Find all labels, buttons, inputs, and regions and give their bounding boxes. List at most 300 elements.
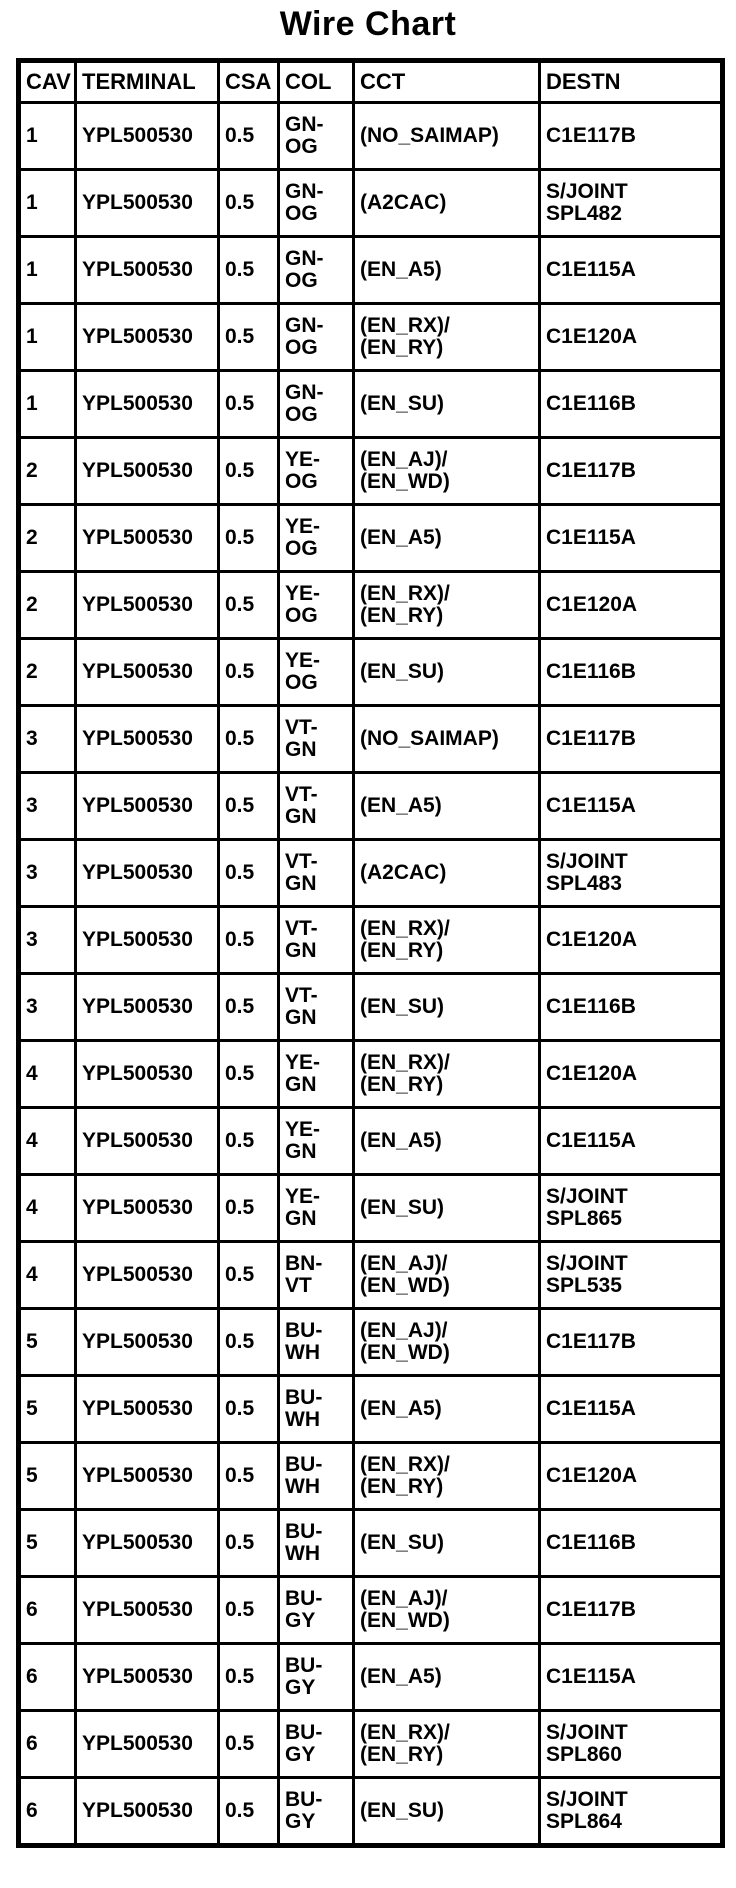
cell-terminal-text: YPL500530 xyxy=(82,1196,193,1219)
cell-csa xyxy=(219,572,279,639)
cell-cct-text: (EN_A5) xyxy=(360,526,442,549)
cell-col xyxy=(279,706,354,773)
cell-cav xyxy=(19,170,76,237)
cell-csa-text: 0.5 xyxy=(225,1129,255,1152)
cell-cav-text: 4 xyxy=(26,1263,38,1286)
cell-destn xyxy=(540,438,723,505)
cell-csa xyxy=(219,237,279,304)
cell-destn-text: C1E117B xyxy=(546,1330,636,1353)
column-header-destn: DESTN xyxy=(540,61,723,103)
cell-csa xyxy=(219,438,279,505)
cell-col-text: BU- GY xyxy=(285,1654,323,1699)
cell-cct xyxy=(354,1041,540,1108)
cell-col xyxy=(279,1510,354,1577)
cell-cct-text: (EN_SU) xyxy=(360,1799,445,1822)
cell-cav xyxy=(19,639,76,706)
cell-csa xyxy=(219,1242,279,1309)
cell-col xyxy=(279,1778,354,1846)
cell-col xyxy=(279,103,354,170)
column-header-csa: CSA xyxy=(219,61,279,103)
cell-cct-text: (EN_AJ)/ (EN_WD) xyxy=(360,448,450,493)
table-row xyxy=(19,1778,723,1846)
cell-cct-text: (EN_A5) xyxy=(360,1397,442,1420)
cell-csa-text: 0.5 xyxy=(225,660,255,683)
table-row xyxy=(19,773,723,840)
cell-cct xyxy=(354,1175,540,1242)
cell-cav-text: 2 xyxy=(26,526,38,549)
cell-terminal xyxy=(76,1309,219,1376)
cell-cct xyxy=(354,1510,540,1577)
cell-destn-text: C1E117B xyxy=(546,459,636,482)
cell-terminal xyxy=(76,371,219,438)
cell-cct-text: (A2CAC) xyxy=(360,861,447,884)
table-row xyxy=(19,1041,723,1108)
cell-cct-text: (A2CAC) xyxy=(360,191,447,214)
cell-terminal-text: YPL500530 xyxy=(82,325,193,348)
cell-cct xyxy=(354,1577,540,1644)
cell-terminal-text: YPL500530 xyxy=(82,1732,193,1755)
cell-csa xyxy=(219,1778,279,1846)
cell-col xyxy=(279,773,354,840)
cell-csa xyxy=(219,840,279,907)
cell-destn xyxy=(540,371,723,438)
cell-col-text: BU- WH xyxy=(285,1319,323,1364)
cell-cct xyxy=(354,572,540,639)
cell-cct-text: (EN_AJ)/ (EN_WD) xyxy=(360,1319,450,1364)
cell-cav-text: 2 xyxy=(26,660,38,683)
cell-cct xyxy=(354,505,540,572)
cell-csa-text: 0.5 xyxy=(225,1732,255,1755)
cell-terminal-text: YPL500530 xyxy=(82,727,193,750)
table-row xyxy=(19,304,723,371)
cell-cct-text: (EN_A5) xyxy=(360,1665,442,1688)
cell-col xyxy=(279,1175,354,1242)
cell-terminal-text: YPL500530 xyxy=(82,1598,193,1621)
cell-terminal xyxy=(76,1577,219,1644)
cell-cav-text: 4 xyxy=(26,1196,38,1219)
cell-cav-text: 4 xyxy=(26,1062,38,1085)
cell-terminal-text: YPL500530 xyxy=(82,459,193,482)
cell-cav xyxy=(19,1376,76,1443)
cell-col xyxy=(279,840,354,907)
cell-csa xyxy=(219,170,279,237)
cell-col-text: VT- GN xyxy=(285,716,318,761)
cell-col xyxy=(279,304,354,371)
cell-csa-text: 0.5 xyxy=(225,1196,255,1219)
cell-destn xyxy=(540,505,723,572)
cell-destn-text: S/JOINT SPL535 xyxy=(546,1252,628,1297)
cell-destn-text: S/JOINT SPL483 xyxy=(546,850,628,895)
cell-cav xyxy=(19,1577,76,1644)
cell-csa-text: 0.5 xyxy=(225,1330,255,1353)
cell-col-text: VT- GN xyxy=(285,783,318,828)
cell-cav-text: 5 xyxy=(26,1531,38,1554)
cell-cav-text: 1 xyxy=(26,258,38,281)
cell-destn-text: C1E115A xyxy=(546,1665,636,1688)
cell-col xyxy=(279,1711,354,1778)
cell-col xyxy=(279,1376,354,1443)
cell-col-text: BU- WH xyxy=(285,1520,323,1565)
cell-cav xyxy=(19,438,76,505)
cell-terminal-text: YPL500530 xyxy=(82,392,193,415)
cell-col xyxy=(279,1242,354,1309)
cell-destn xyxy=(540,974,723,1041)
cell-csa-text: 0.5 xyxy=(225,1464,255,1487)
cell-destn xyxy=(540,237,723,304)
cell-terminal xyxy=(76,438,219,505)
cell-cav xyxy=(19,304,76,371)
cell-cav-text: 3 xyxy=(26,794,38,817)
cell-col xyxy=(279,1644,354,1711)
cell-cav-text: 6 xyxy=(26,1799,38,1822)
cell-terminal xyxy=(76,907,219,974)
cell-cct xyxy=(354,974,540,1041)
cell-terminal-text: YPL500530 xyxy=(82,1263,193,1286)
cell-col xyxy=(279,572,354,639)
cell-col-text: YE- OG xyxy=(285,515,321,560)
cell-col-text: YE- GN xyxy=(285,1185,321,1230)
cell-col-text: GN- OG xyxy=(285,381,324,426)
cell-terminal-text: YPL500530 xyxy=(82,258,193,281)
cell-terminal-text: YPL500530 xyxy=(82,995,193,1018)
column-header-cav: CAV xyxy=(19,61,76,103)
cell-terminal xyxy=(76,1175,219,1242)
cell-col-text: GN- OG xyxy=(285,314,324,359)
header-row xyxy=(19,61,723,103)
table-row xyxy=(19,1711,723,1778)
cell-destn xyxy=(540,1309,723,1376)
cell-csa-text: 0.5 xyxy=(225,794,255,817)
table-row xyxy=(19,1644,723,1711)
cell-destn-text: C1E117B xyxy=(546,727,636,750)
table-row xyxy=(19,907,723,974)
cell-destn-text: C1E117B xyxy=(546,124,636,147)
table-row xyxy=(19,1242,723,1309)
cell-cct-text: (EN_RX)/ (EN_RY) xyxy=(360,314,450,359)
cell-destn-text: C1E115A xyxy=(546,794,636,817)
cell-terminal xyxy=(76,505,219,572)
cell-csa xyxy=(219,103,279,170)
cell-cct-text: (EN_SU) xyxy=(360,995,445,1018)
cell-cct xyxy=(354,103,540,170)
cell-terminal-text: YPL500530 xyxy=(82,928,193,951)
cell-destn xyxy=(540,840,723,907)
cell-destn xyxy=(540,1644,723,1711)
cell-col xyxy=(279,639,354,706)
cell-cct-text: (EN_RX)/ (EN_RY) xyxy=(360,582,450,627)
cell-cct xyxy=(354,1778,540,1846)
cell-csa xyxy=(219,1108,279,1175)
cell-csa xyxy=(219,1041,279,1108)
cell-destn-text: C1E115A xyxy=(546,1397,636,1420)
cell-cav xyxy=(19,1175,76,1242)
cell-cav xyxy=(19,1711,76,1778)
cell-csa xyxy=(219,639,279,706)
cell-terminal xyxy=(76,1778,219,1846)
cell-cav xyxy=(19,773,76,840)
cell-terminal-text: YPL500530 xyxy=(82,593,193,616)
cell-cav-text: 5 xyxy=(26,1464,38,1487)
cell-terminal xyxy=(76,170,219,237)
cell-cav-text: 6 xyxy=(26,1598,38,1621)
cell-terminal-text: YPL500530 xyxy=(82,1062,193,1085)
cell-col-text: YE- OG xyxy=(285,582,321,627)
cell-cav-text: 3 xyxy=(26,995,38,1018)
table-row xyxy=(19,1309,723,1376)
cell-destn-text: C1E117B xyxy=(546,1598,636,1621)
cell-destn xyxy=(540,103,723,170)
cell-cav-text: 1 xyxy=(26,191,38,214)
table-row xyxy=(19,1443,723,1510)
cell-csa-text: 0.5 xyxy=(225,928,255,951)
cell-cav xyxy=(19,1242,76,1309)
table-row xyxy=(19,237,723,304)
cell-terminal xyxy=(76,1443,219,1510)
cell-terminal-text: YPL500530 xyxy=(82,1531,193,1554)
cell-destn xyxy=(540,1108,723,1175)
cell-col xyxy=(279,1577,354,1644)
cell-csa-text: 0.5 xyxy=(225,459,255,482)
cell-terminal xyxy=(76,1510,219,1577)
cell-cav-text: 5 xyxy=(26,1330,38,1353)
cell-destn-text: C1E120A xyxy=(546,325,638,348)
cell-csa-text: 0.5 xyxy=(225,593,255,616)
cell-col-text: GN- OG xyxy=(285,180,324,225)
cell-csa xyxy=(219,1577,279,1644)
cell-col xyxy=(279,237,354,304)
cell-terminal-text: YPL500530 xyxy=(82,660,193,683)
cell-csa-text: 0.5 xyxy=(225,392,255,415)
cell-cav xyxy=(19,103,76,170)
cell-csa xyxy=(219,1175,279,1242)
cell-cav xyxy=(19,907,76,974)
cell-csa xyxy=(219,1443,279,1510)
cell-destn xyxy=(540,1711,723,1778)
cell-cct xyxy=(354,1309,540,1376)
cell-cct-text: (EN_RX)/ (EN_RY) xyxy=(360,1721,450,1766)
cell-cct xyxy=(354,639,540,706)
cell-terminal-text: YPL500530 xyxy=(82,861,193,884)
cell-cct xyxy=(354,304,540,371)
cell-csa-text: 0.5 xyxy=(225,1531,255,1554)
table-row xyxy=(19,170,723,237)
cell-csa xyxy=(219,1309,279,1376)
cell-destn-text: C1E116B xyxy=(546,995,636,1018)
cell-cav xyxy=(19,572,76,639)
cell-destn xyxy=(540,773,723,840)
cell-col xyxy=(279,170,354,237)
cell-destn-text: C1E120A xyxy=(546,1464,638,1487)
cell-terminal xyxy=(76,1041,219,1108)
cell-cct xyxy=(354,1376,540,1443)
cell-csa-text: 0.5 xyxy=(225,727,255,750)
cell-cct-text: (EN_SU) xyxy=(360,660,445,683)
cell-cav-text: 4 xyxy=(26,1129,38,1152)
cell-destn xyxy=(540,706,723,773)
cell-csa-text: 0.5 xyxy=(225,191,255,214)
cell-col xyxy=(279,1041,354,1108)
cell-cav xyxy=(19,1778,76,1846)
cell-cct xyxy=(354,438,540,505)
cell-cct-text: (NO_SAIMAP) xyxy=(360,727,499,750)
cell-csa-text: 0.5 xyxy=(225,995,255,1018)
cell-terminal xyxy=(76,237,219,304)
cell-destn-text: S/JOINT SPL864 xyxy=(546,1788,628,1833)
cell-terminal xyxy=(76,773,219,840)
cell-destn-text: C1E115A xyxy=(546,258,636,281)
cell-cct xyxy=(354,840,540,907)
cell-terminal xyxy=(76,572,219,639)
cell-col xyxy=(279,438,354,505)
table-row xyxy=(19,1577,723,1644)
cell-cct xyxy=(354,706,540,773)
cell-terminal xyxy=(76,1108,219,1175)
cell-destn-text: C1E115A xyxy=(546,1129,636,1152)
cell-col-text: YE- OG xyxy=(285,649,321,694)
cell-terminal xyxy=(76,1376,219,1443)
cell-destn xyxy=(540,1577,723,1644)
cell-terminal xyxy=(76,1711,219,1778)
cell-cav-text: 1 xyxy=(26,392,38,415)
cell-col-text: VT- GN xyxy=(285,984,318,1029)
cell-cct xyxy=(354,1711,540,1778)
cell-csa xyxy=(219,1376,279,1443)
cell-terminal xyxy=(76,639,219,706)
cell-cct-text: (EN_A5) xyxy=(360,794,442,817)
cell-csa xyxy=(219,371,279,438)
table-row xyxy=(19,371,723,438)
cell-csa xyxy=(219,505,279,572)
cell-destn-text: C1E115A xyxy=(546,526,636,549)
cell-terminal-text: YPL500530 xyxy=(82,1665,193,1688)
cell-csa-text: 0.5 xyxy=(225,1665,255,1688)
cell-csa-text: 0.5 xyxy=(225,258,255,281)
table-row xyxy=(19,974,723,1041)
cell-csa xyxy=(219,1510,279,1577)
cell-csa-text: 0.5 xyxy=(225,526,255,549)
cell-csa-text: 0.5 xyxy=(225,325,255,348)
cell-col xyxy=(279,1108,354,1175)
cell-col xyxy=(279,974,354,1041)
cell-col-text: BU- GY xyxy=(285,1587,323,1632)
cell-terminal xyxy=(76,1644,219,1711)
cell-cav xyxy=(19,974,76,1041)
cell-cct-text: (EN_AJ)/ (EN_WD) xyxy=(360,1587,450,1632)
cell-cct-text: (NO_SAIMAP) xyxy=(360,124,499,147)
cell-cav xyxy=(19,840,76,907)
cell-cct-text: (EN_SU) xyxy=(360,392,445,415)
cell-csa xyxy=(219,773,279,840)
cell-col xyxy=(279,1309,354,1376)
column-header-cct: CCT xyxy=(354,61,540,103)
cell-col xyxy=(279,371,354,438)
cell-csa-text: 0.5 xyxy=(225,1062,255,1085)
cell-terminal-text: YPL500530 xyxy=(82,1464,193,1487)
cell-cav-text: 3 xyxy=(26,928,38,951)
cell-destn-text: S/JOINT SPL860 xyxy=(546,1721,628,1766)
cell-cct xyxy=(354,907,540,974)
cell-cct-text: (EN_RX)/ (EN_RY) xyxy=(360,917,450,962)
cell-col-text: BU- WH xyxy=(285,1453,323,1498)
cell-destn-text: C1E120A xyxy=(546,1062,638,1085)
cell-csa-text: 0.5 xyxy=(225,1263,255,1286)
cell-cav xyxy=(19,1443,76,1510)
cell-destn xyxy=(540,639,723,706)
cell-terminal-text: YPL500530 xyxy=(82,124,193,147)
cell-csa xyxy=(219,706,279,773)
cell-cct xyxy=(354,1443,540,1510)
cell-col-text: BU- WH xyxy=(285,1386,323,1431)
cell-terminal-text: YPL500530 xyxy=(82,1330,193,1353)
cell-cav-text: 2 xyxy=(26,459,38,482)
cell-col-text: BU- GY xyxy=(285,1721,323,1766)
cell-destn xyxy=(540,1242,723,1309)
page-title: Wire Chart xyxy=(279,5,457,43)
table-body xyxy=(19,103,723,1846)
cell-cav xyxy=(19,1108,76,1175)
cell-csa xyxy=(219,907,279,974)
cell-destn-text: C1E120A xyxy=(546,593,638,616)
cell-terminal-text: YPL500530 xyxy=(82,1397,193,1420)
cell-terminal xyxy=(76,1242,219,1309)
cell-csa-text: 0.5 xyxy=(225,1397,255,1420)
cell-cav-text: 5 xyxy=(26,1397,38,1420)
cell-terminal-text: YPL500530 xyxy=(82,794,193,817)
cell-destn-text: C1E116B xyxy=(546,1531,636,1554)
cell-csa-text: 0.5 xyxy=(225,1598,255,1621)
cell-cav xyxy=(19,237,76,304)
cell-cct-text: (EN_RX)/ (EN_RY) xyxy=(360,1051,450,1096)
cell-destn xyxy=(540,1376,723,1443)
cell-cav-text: 1 xyxy=(26,325,38,348)
cell-destn xyxy=(540,907,723,974)
cell-terminal-text: YPL500530 xyxy=(82,526,193,549)
cell-col xyxy=(279,1443,354,1510)
cell-csa-text: 0.5 xyxy=(225,124,255,147)
cell-cav xyxy=(19,371,76,438)
cell-cct-text: (EN_SU) xyxy=(360,1196,445,1219)
cell-terminal xyxy=(76,103,219,170)
cell-terminal xyxy=(76,304,219,371)
cell-terminal xyxy=(76,706,219,773)
cell-destn xyxy=(540,170,723,237)
table-row xyxy=(19,1175,723,1242)
cell-destn-text: C1E116B xyxy=(546,660,636,683)
cell-destn xyxy=(540,1510,723,1577)
cell-cav-text: 3 xyxy=(26,861,38,884)
cell-cav-text: 6 xyxy=(26,1665,38,1688)
table-row xyxy=(19,103,723,170)
cell-cav-text: 3 xyxy=(26,727,38,750)
table-row xyxy=(19,1510,723,1577)
cell-cct xyxy=(354,237,540,304)
table-row xyxy=(19,572,723,639)
table-row xyxy=(19,1376,723,1443)
cell-col-text: VT- GN xyxy=(285,850,318,895)
cell-csa-text: 0.5 xyxy=(225,861,255,884)
cell-cav xyxy=(19,1309,76,1376)
cell-cct xyxy=(354,1108,540,1175)
table-row xyxy=(19,840,723,907)
cell-cct-text: (EN_RX)/ (EN_RY) xyxy=(360,1453,450,1498)
cell-terminal-text: YPL500530 xyxy=(82,1129,193,1152)
cell-cct xyxy=(354,773,540,840)
cell-col-text: GN- OG xyxy=(285,247,324,292)
table-row xyxy=(19,639,723,706)
cell-col-text: BN- VT xyxy=(285,1252,323,1297)
cell-destn xyxy=(540,1175,723,1242)
cell-csa-text: 0.5 xyxy=(225,1799,255,1822)
